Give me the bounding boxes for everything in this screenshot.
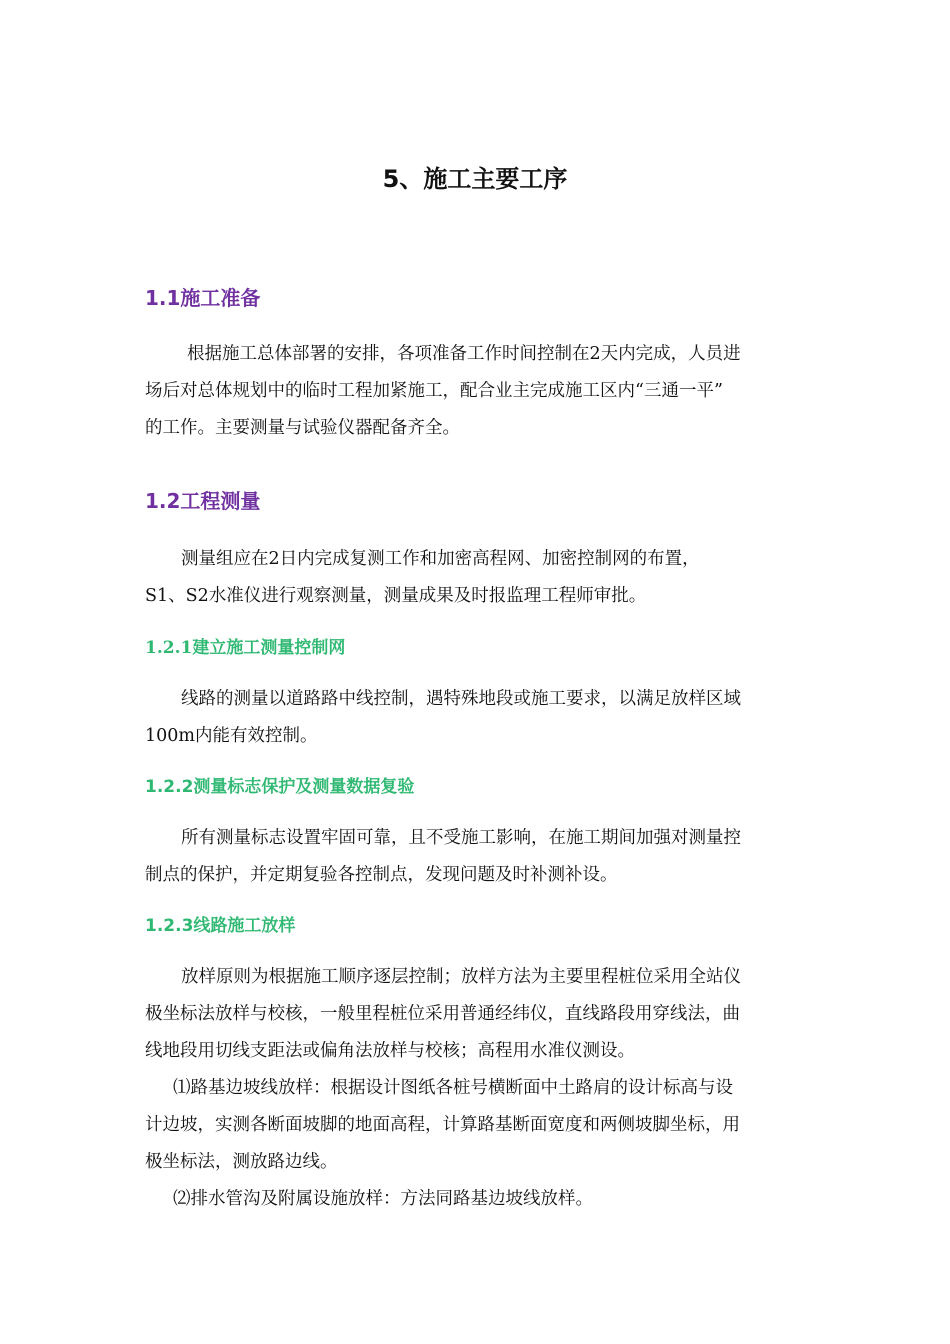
list-item-subgrade-slope <box>145 1070 807 1181</box>
paragraph-line: 计边坡，实测各断面坡脚的地面高程，计算路基断面宽度和两侧坡脚坐标，用 <box>145 1115 740 1135</box>
subsection-heading-marker-protection: 1.2.2测量标志保护及测量数据复验 <box>145 777 415 797</box>
paragraph-line: 的工作。主要测量与试验仪器配备齐全。 <box>145 418 460 438</box>
paragraph-line: 极坐标法放样与校核，一般里程桩位采用普通经纬仪，直线路段用穿线法，曲 <box>145 1004 740 1024</box>
paragraph-preparation <box>145 336 807 447</box>
paragraph-line: 100m内能有效控制。 <box>145 726 318 746</box>
section-heading-preparation: 1.1施工准备 <box>145 286 261 310</box>
paragraph-line: 放样原则为根据施工顺序逐层控制；放样方法为主要里程桩位采用全站仪 <box>181 967 741 987</box>
list-item-drainage <box>145 1181 807 1218</box>
paragraph-line: 制点的保护，并定期复验各控制点，发现问题及时补测补设。 <box>145 865 618 885</box>
paragraph-line: 根据施工总体部署的安排，各项准备工作时间控制在2天内完成，人员进 <box>187 344 741 364</box>
paragraph-marker-protection <box>145 820 807 894</box>
paragraph-survey <box>145 541 807 615</box>
paragraph-line: 极坐标法，测放路边线。 <box>145 1152 338 1172</box>
paragraph-staking-out <box>145 959 807 1070</box>
paragraph-line: 线路的测量以道路路中线控制，遇特殊地段或施工要求，以满足放样区域 <box>181 689 741 709</box>
paragraph-line: ⑵排水管沟及附属设施放样：方法同路基边坡线放样。 <box>173 1189 593 1209</box>
paragraph-line: 场后对总体规划中的临时工程加紧施工，配合业主完成施工区内“三通一平” <box>145 381 723 401</box>
paragraph-control-network <box>145 681 807 755</box>
paragraph-line: S1、S2水准仪进行观察测量，测量成果及时报监理工程师审批。 <box>145 586 647 606</box>
subsection-heading-control-network: 1.2.1建立施工测量控制网 <box>145 638 346 658</box>
paragraph-line: 测量组应在2日内完成复测工作和加密高程网、加密控制网的布置， <box>181 549 700 569</box>
section-heading-survey: 1.2工程测量 <box>145 489 261 513</box>
paragraph-line: 线地段用切线支距法或偏角法放样与校核；高程用水准仪测设。 <box>145 1041 635 1061</box>
paragraph-line: ⑴路基边坡线放样：根据设计图纸各桩号横断面中土路肩的设计标高与设 <box>173 1078 733 1098</box>
subsection-heading-staking-out: 1.2.3线路施工放样 <box>145 916 296 936</box>
paragraph-line: 所有测量标志设置牢固可靠，且不受施工影响，在施工期间加强对测量控 <box>181 828 741 848</box>
document-title: 5、施工主要工序 <box>382 165 568 193</box>
